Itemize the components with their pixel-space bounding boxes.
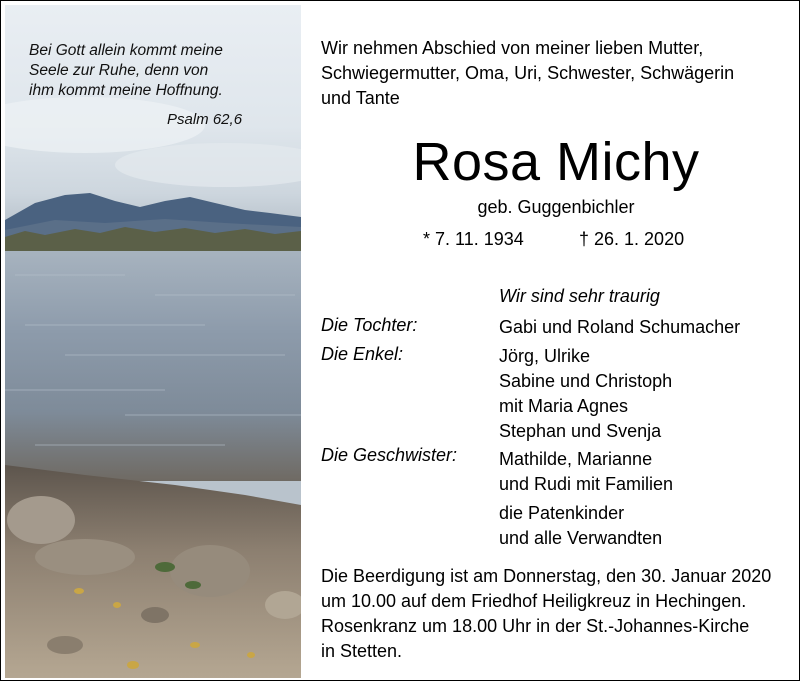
- intro-line: Wir nehmen Abschied von meiner lieben Mutter,: [321, 38, 704, 58]
- deceased-name: Rosa Michy: [412, 132, 700, 192]
- funeral-line: um 10.00 auf dem Friedhof Heiligkreuz in Hechingen.: [321, 591, 747, 611]
- funeral-line: Die Beerdigung ist am Donnerstag, den 30. Januar 2020: [321, 566, 772, 586]
- verse-line: Seele zur Ruhe, denn von: [29, 62, 209, 79]
- family-label-grandchildren: Die Enkel:: [321, 344, 404, 364]
- intro-line: und Tante: [321, 88, 400, 108]
- mourners-heading: Wir sind sehr traurig: [499, 286, 660, 306]
- family-names-grandchildren: [499, 344, 672, 444]
- birth-name: geb. Guggenbichler: [477, 197, 635, 217]
- mourner-name: Stephan und Svenja: [499, 421, 662, 441]
- mourner-name: und Rudi mit Familien: [499, 474, 674, 494]
- mourner-name: Mathilde, Marianne: [499, 449, 653, 469]
- mourner-name: mit Maria Agnes: [499, 396, 629, 416]
- mourner-name: die Patenkinder: [499, 503, 625, 523]
- family-label-daughter: Die Tochter:: [321, 315, 418, 335]
- farewell-intro: [321, 36, 734, 111]
- bible-verse: [29, 41, 269, 101]
- funeral-line: Rosenkranz um 18.00 Uhr in der St.-Johannes-Kirche: [321, 616, 750, 636]
- verse-line: ihm kommt meine Hoffnung.: [29, 82, 223, 99]
- lake-photo: [5, 5, 301, 678]
- intro-line: Schwiegermutter, Oma, Uri, Schwester, Schwägerin: [321, 63, 735, 83]
- funeral-line: in Stetten.: [321, 641, 403, 661]
- mourner-name: Jörg, Ulrike: [499, 346, 591, 366]
- verse-reference: Psalm 62,6: [167, 111, 243, 128]
- family-names-siblings: [499, 447, 673, 497]
- mourner-name: und alle Verwandten: [499, 528, 663, 548]
- family-label-siblings: Die Geschwister:: [321, 445, 458, 465]
- family-names-daughter: [499, 315, 740, 340]
- death-date: † 26. 1. 2020: [579, 229, 685, 249]
- mourner-name: Sabine und Christoph: [499, 371, 673, 391]
- funeral-information: [321, 564, 771, 664]
- lake-landscape-image: [5, 5, 301, 678]
- birth-date: * 7. 11. 1934: [423, 229, 524, 249]
- verse-line: Bei Gott allein kommt meine: [29, 42, 223, 59]
- other-mourners: [499, 501, 662, 551]
- mourner-name: Gabi und Roland Schumacher: [499, 317, 741, 337]
